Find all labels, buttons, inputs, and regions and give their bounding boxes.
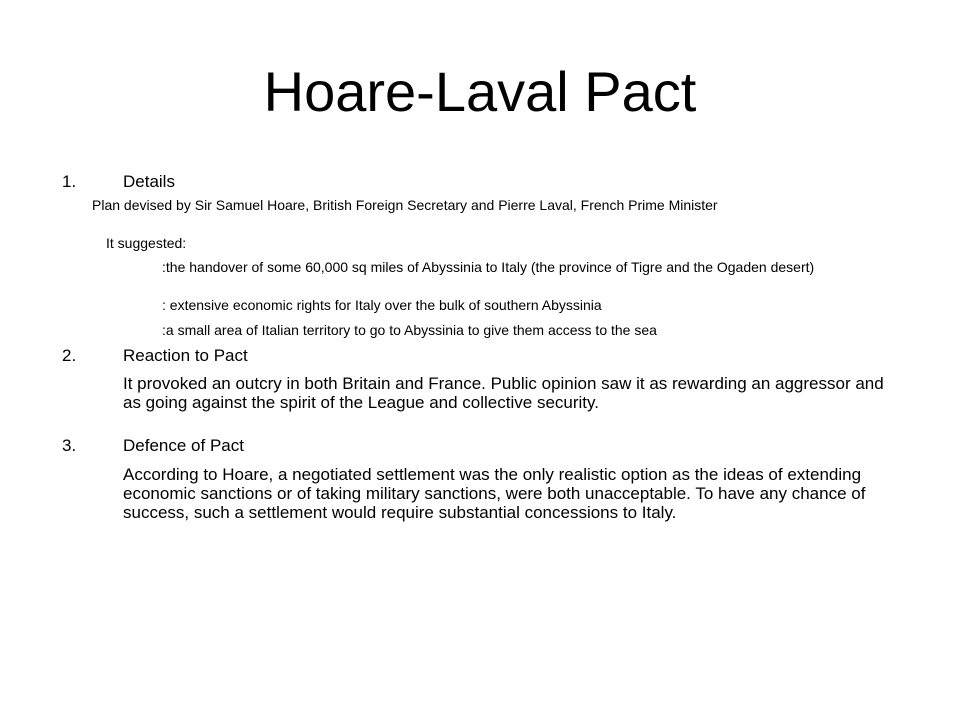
section-3-text: According to Hoare, a negotiated settlement was the only realistic option as the ideas of extending economic sanctions or of taking military sanctions, were both unacceptable. To have any chance of success, such a settlement would require substantial concessions to Italy. <box>123 465 866 522</box>
section-1-detail-plan: Plan devised by Sir Samuel Hoare, British Foreign Secretary and Pierre Laval, French Prime Minister <box>92 197 718 213</box>
section-1-point-territory: :a small area of Italian territory to go to Abyssinia to give them access to the sea <box>162 322 657 338</box>
section-3-heading: Defence of Pact <box>123 436 244 455</box>
section-3-number: 3. <box>62 436 77 455</box>
section-2-number: 2. <box>62 346 77 365</box>
section-2-text: It provoked an outcry in both Britain and France. Public opinion saw it as rewarding an aggressor and as going against the spirit of the League and collective security. <box>123 374 884 412</box>
section-1-heading: Details <box>123 172 175 191</box>
section-1-detail-suggested: It suggested: <box>106 235 187 251</box>
slide-title: Hoare-Laval Pact <box>263 60 697 123</box>
section-1-point-handover: :the handover of some 60,000 sq miles of Abyssinia to Italy (the province of Tigre and the Ogaden desert) <box>162 259 815 275</box>
section-1-point-economic: : extensive economic rights for Italy over the bulk of southern Abyssinia <box>162 297 602 313</box>
section-2-heading: Reaction to Pact <box>123 346 248 365</box>
section-1-number: 1. <box>62 172 77 191</box>
